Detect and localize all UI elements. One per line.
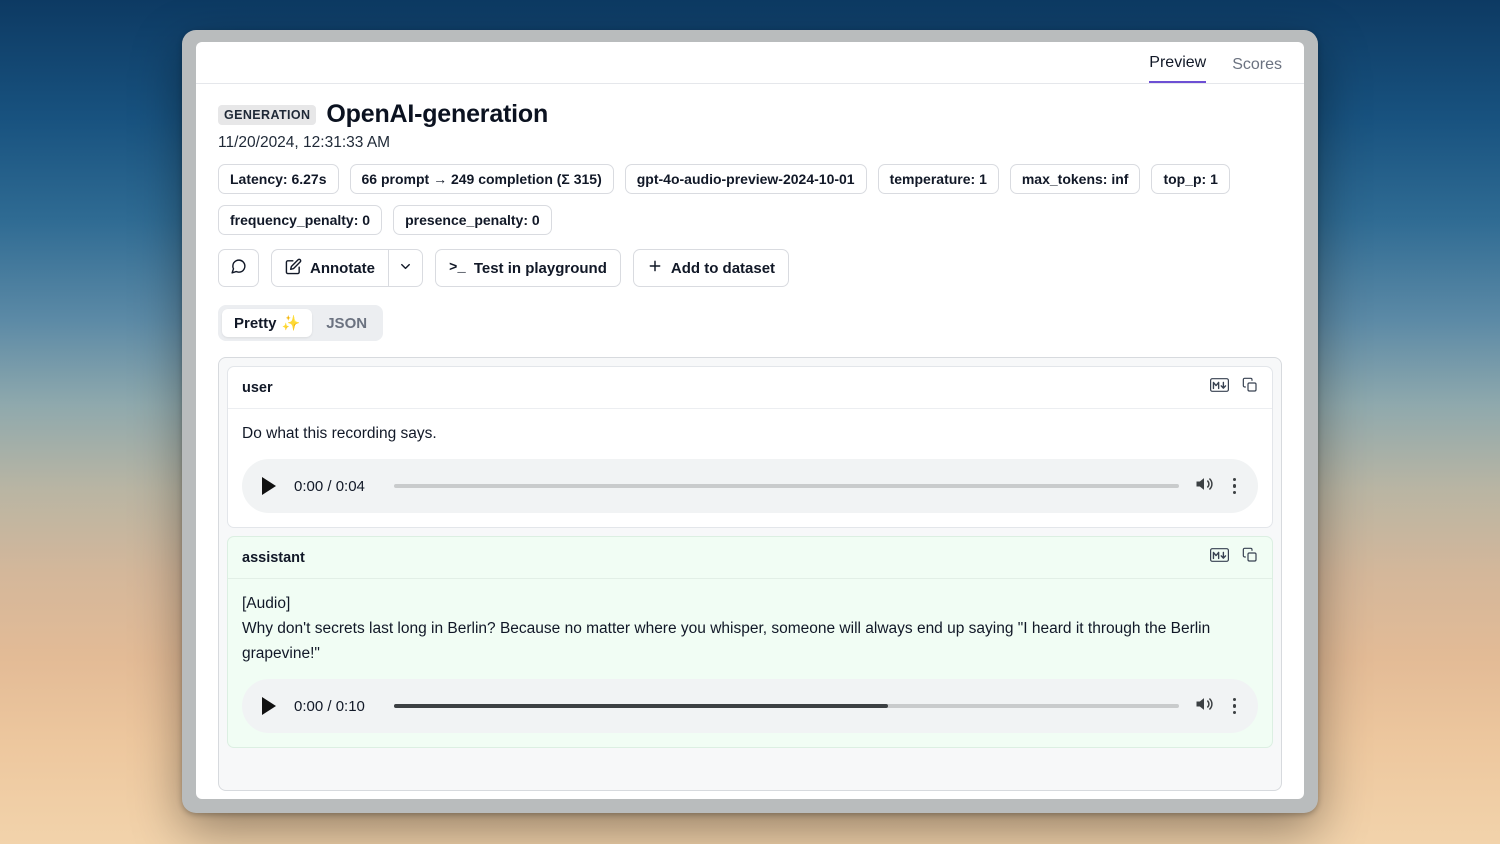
message-header-actions xyxy=(1210,377,1258,398)
toggle-json-label: JSON xyxy=(326,314,368,332)
app-window xyxy=(182,30,1318,813)
volume-icon[interactable] xyxy=(1193,694,1215,719)
play-icon xyxy=(262,477,276,495)
page-title-row xyxy=(218,100,1282,129)
plus-icon xyxy=(647,258,663,278)
chip-max-tokens: max_tokens: inf xyxy=(1010,164,1141,194)
pencil-icon xyxy=(285,258,302,279)
message-assistant xyxy=(227,536,1273,748)
chip-temperature: temperature: 1 xyxy=(878,164,999,194)
generation-badge: GENERATION xyxy=(218,105,316,125)
metadata-chips xyxy=(218,164,1282,235)
markdown-icon[interactable] xyxy=(1210,378,1229,397)
toggle-pretty-label: Pretty xyxy=(234,314,277,332)
tab-preview[interactable]: Preview xyxy=(1149,54,1206,83)
test-in-playground-label: Test in playground xyxy=(473,259,607,277)
audio-player-user[interactable] xyxy=(242,459,1258,513)
add-to-dataset-label: Add to dataset xyxy=(670,259,776,277)
message-role: assistant xyxy=(242,549,305,566)
toggle-pretty[interactable] xyxy=(222,309,312,337)
sparkle-icon: ✨ xyxy=(281,315,301,332)
comment-button[interactable] xyxy=(218,249,259,287)
message-body xyxy=(228,579,1272,747)
volume-icon[interactable] xyxy=(1193,474,1215,499)
audio-more-options-icon[interactable] xyxy=(1229,476,1241,497)
annotate-button[interactable] xyxy=(271,249,388,287)
chip-frequency-penalty: frequency_penalty: 0 xyxy=(218,205,382,235)
audio-player-assistant[interactable] xyxy=(242,679,1258,733)
message-header-actions xyxy=(1210,547,1258,568)
audio-progress-track[interactable] xyxy=(394,484,1179,488)
chip-tokens: 66 prompt → 249 completion (Σ 315) xyxy=(350,164,614,194)
chip-model: gpt-4o-audio-preview-2024-10-01 xyxy=(625,164,867,194)
play-button[interactable] xyxy=(258,475,280,497)
add-to-dataset-button[interactable] xyxy=(633,249,789,287)
test-in-playground-button[interactable] xyxy=(435,249,621,287)
play-button[interactable] xyxy=(258,695,280,717)
comment-icon xyxy=(230,258,247,279)
message-text: Why don't secrets last long in Berlin? Because no matter where you whisper, someone will always end up saying "I heard it through the Berlin grapevine!" xyxy=(242,620,1211,662)
chevron-down-icon xyxy=(398,259,413,278)
message-user xyxy=(227,366,1273,528)
message-header xyxy=(228,537,1272,579)
annotate-dropdown-button[interactable] xyxy=(388,249,423,287)
terminal-icon: >_ xyxy=(449,260,466,276)
message-body xyxy=(228,409,1272,527)
audio-time: 0:00 / 0:10 xyxy=(294,697,365,715)
message-text: Do what this recording says. xyxy=(242,425,437,442)
message-header xyxy=(228,367,1272,409)
message-role: user xyxy=(242,379,273,396)
timestamp: 11/20/2024, 12:31:33 AM xyxy=(218,134,391,151)
action-toolbar xyxy=(218,249,1282,287)
audio-progress-fill xyxy=(394,704,888,708)
audio-progress-track[interactable] xyxy=(394,704,1179,708)
window-content xyxy=(196,42,1304,799)
chip-top-p: top_p: 1 xyxy=(1151,164,1229,194)
page-title: OpenAI-generation xyxy=(326,100,549,128)
chip-latency: Latency: 6.27s xyxy=(218,164,339,194)
copy-icon[interactable] xyxy=(1242,547,1258,568)
copy-icon[interactable] xyxy=(1242,377,1258,398)
audio-more-options-icon[interactable] xyxy=(1229,696,1241,717)
page-content xyxy=(196,84,1304,341)
messages-container xyxy=(218,357,1282,791)
annotate-button-group xyxy=(271,249,423,287)
annotate-label: Annotate xyxy=(310,259,375,277)
tab-scores[interactable]: Scores xyxy=(1232,56,1282,73)
view-mode-toggle xyxy=(218,305,383,341)
audio-time: 0:00 / 0:04 xyxy=(294,477,365,495)
markdown-icon[interactable] xyxy=(1210,548,1229,567)
toggle-json[interactable] xyxy=(314,309,379,337)
chip-presence-penalty: presence_penalty: 0 xyxy=(393,205,552,235)
top-tabbar xyxy=(196,42,1304,84)
message-audio-label: [Audio] xyxy=(242,595,291,612)
play-icon xyxy=(262,697,276,715)
